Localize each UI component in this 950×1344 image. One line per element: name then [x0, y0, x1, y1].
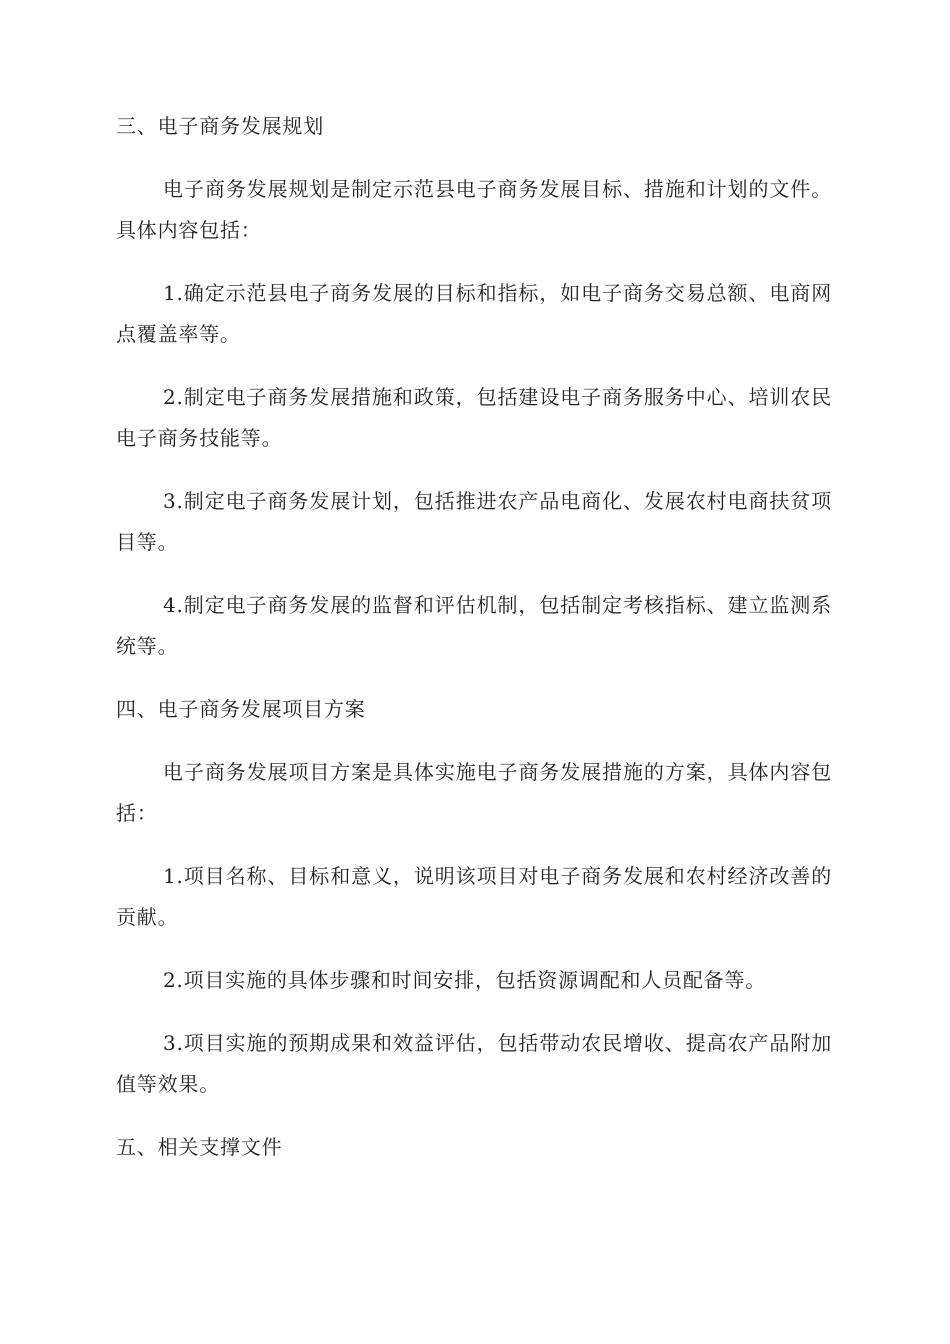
section-intro-3: 电子商务发展规划是制定示范县电子商务发展目标、措施和计划的文件。具体内容包括： — [116, 177, 832, 242]
list-item: 4.制定电子商务发展的监督和评估机制，包括制定考核指标、建立监测系统等。 — [116, 593, 832, 658]
list-item: 2.项目实施的具体步骤和时间安排，包括资源调配和人员配备等。 — [163, 968, 767, 992]
section-heading-4: 四、电子商务发展项目方案 — [116, 697, 366, 721]
document-body — [116, 106, 832, 1190]
section-intro-4: 电子商务发展项目方案是具体实施电子商务发展措施的方案，具体内容包括： — [116, 760, 832, 825]
list-item: 1.项目名称、目标和意义，说明该项目对电子商务发展和农村经济改善的贡献。 — [116, 864, 832, 929]
section-heading-3: 三、电子商务发展规划 — [116, 114, 324, 138]
list-item: 1.确定示范县电子商务发展的目标和指标，如电子商务交易总额、电商网点覆盖率等。 — [116, 281, 832, 346]
list-item: 3.制定电子商务发展计划，包括推进农产品电商化、发展农村电商扶贫项目等。 — [116, 489, 832, 554]
list-item: 2.制定电子商务发展措施和政策，包括建设电子商务服务中心、培训农民电子商务技能等。 — [116, 385, 832, 450]
section-heading-5: 五、相关支撑文件 — [116, 1135, 283, 1159]
list-item: 3.项目实施的预期成果和效益评估，包括带动农民增收、提高农产品附加值等效果。 — [116, 1031, 832, 1096]
